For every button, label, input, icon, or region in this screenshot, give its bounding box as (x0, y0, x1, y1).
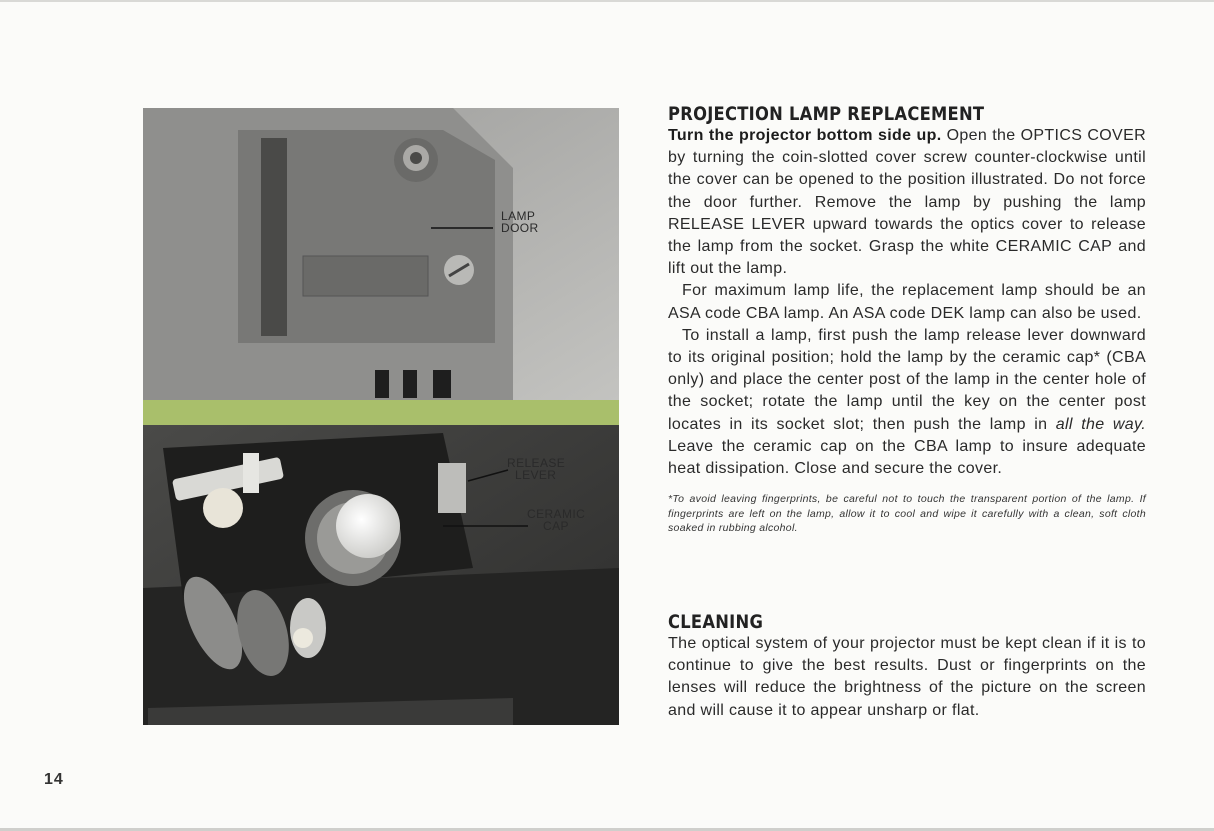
callout-line: LAMP (501, 209, 536, 223)
page-number: 14 (44, 771, 64, 788)
cleaning-section (668, 611, 1146, 722)
paragraph-1 (668, 125, 1146, 280)
paragraph-lead: Turn the projector bottom side up. (668, 127, 942, 144)
callout-line: RELEASE (507, 456, 566, 470)
paragraph-3 (668, 325, 1146, 480)
callout-line: CERAMIC (527, 507, 586, 521)
callout-line: CAP (543, 519, 569, 533)
footnote: *To avoid leaving fingerprints, be careful not to touch the transparent portion of the lamp. If fingerprints are left on the lamp, allow it to cool and wipe it carefully with a clean, soft cloth soaked in rubbing alcohol. (668, 493, 1146, 534)
green-band (143, 400, 619, 425)
callout-line: DOOR (501, 221, 539, 235)
door-hinge-edge (261, 138, 287, 336)
ceramic-cap-shape (336, 494, 400, 558)
paragraph-2: For maximum lamp life, the replacement lamp should be an ASA code CBA lamp. An ASA code DEK lamp can also be used. (668, 282, 1146, 322)
callout-line: LEVER (515, 468, 557, 482)
ceramic-cap-callout (527, 508, 585, 532)
paragraph-cleaning: The optical system of your projector must be kept clean if it is to continue to give the best results. Dust or fingerprints on the lenses will reduce the brightness of the picture on the screen and will cause it to appear unsharp or flat. (668, 635, 1146, 719)
section-heading: CLEANING (668, 611, 764, 633)
section-heading: PROJECTION LAMP REPLACEMENT (668, 103, 985, 125)
paragraph-text: To install a lamp, first push the lamp release lever downward to its original position; hold the lamp by the ceramic cap* (CBA only) and place the center post of the lamp in the center hole of the socket; rotate the lamp until the key on the center post locates in its socket slot; then push the lamp in (668, 326, 1146, 433)
release-lever-callout (507, 457, 565, 481)
lamp-replacement-section (668, 103, 1146, 535)
emphasis-text: all the way. (1055, 415, 1146, 433)
paragraph-text: Leave the ceramic cap on the CBA lamp to insure adequate heat dissipation. Close and secure the cover. (668, 437, 1146, 478)
paragraph-text: Open the OPTICS COVER by turning the coin-slotted cover screw counter-clockwise until the cover can be opened to the position illustrated. Do not force the door further. Remove the lamp by pushing the lamp RELEASE LEVER upward towards the optics cover to release the lamp from the socket. Grasp the white CERAMIC CAP and lift out the lamp. (668, 127, 1146, 278)
projector-photo (143, 108, 619, 725)
top-edge (0, 0, 1214, 2)
lamp-door-callout (501, 210, 539, 234)
